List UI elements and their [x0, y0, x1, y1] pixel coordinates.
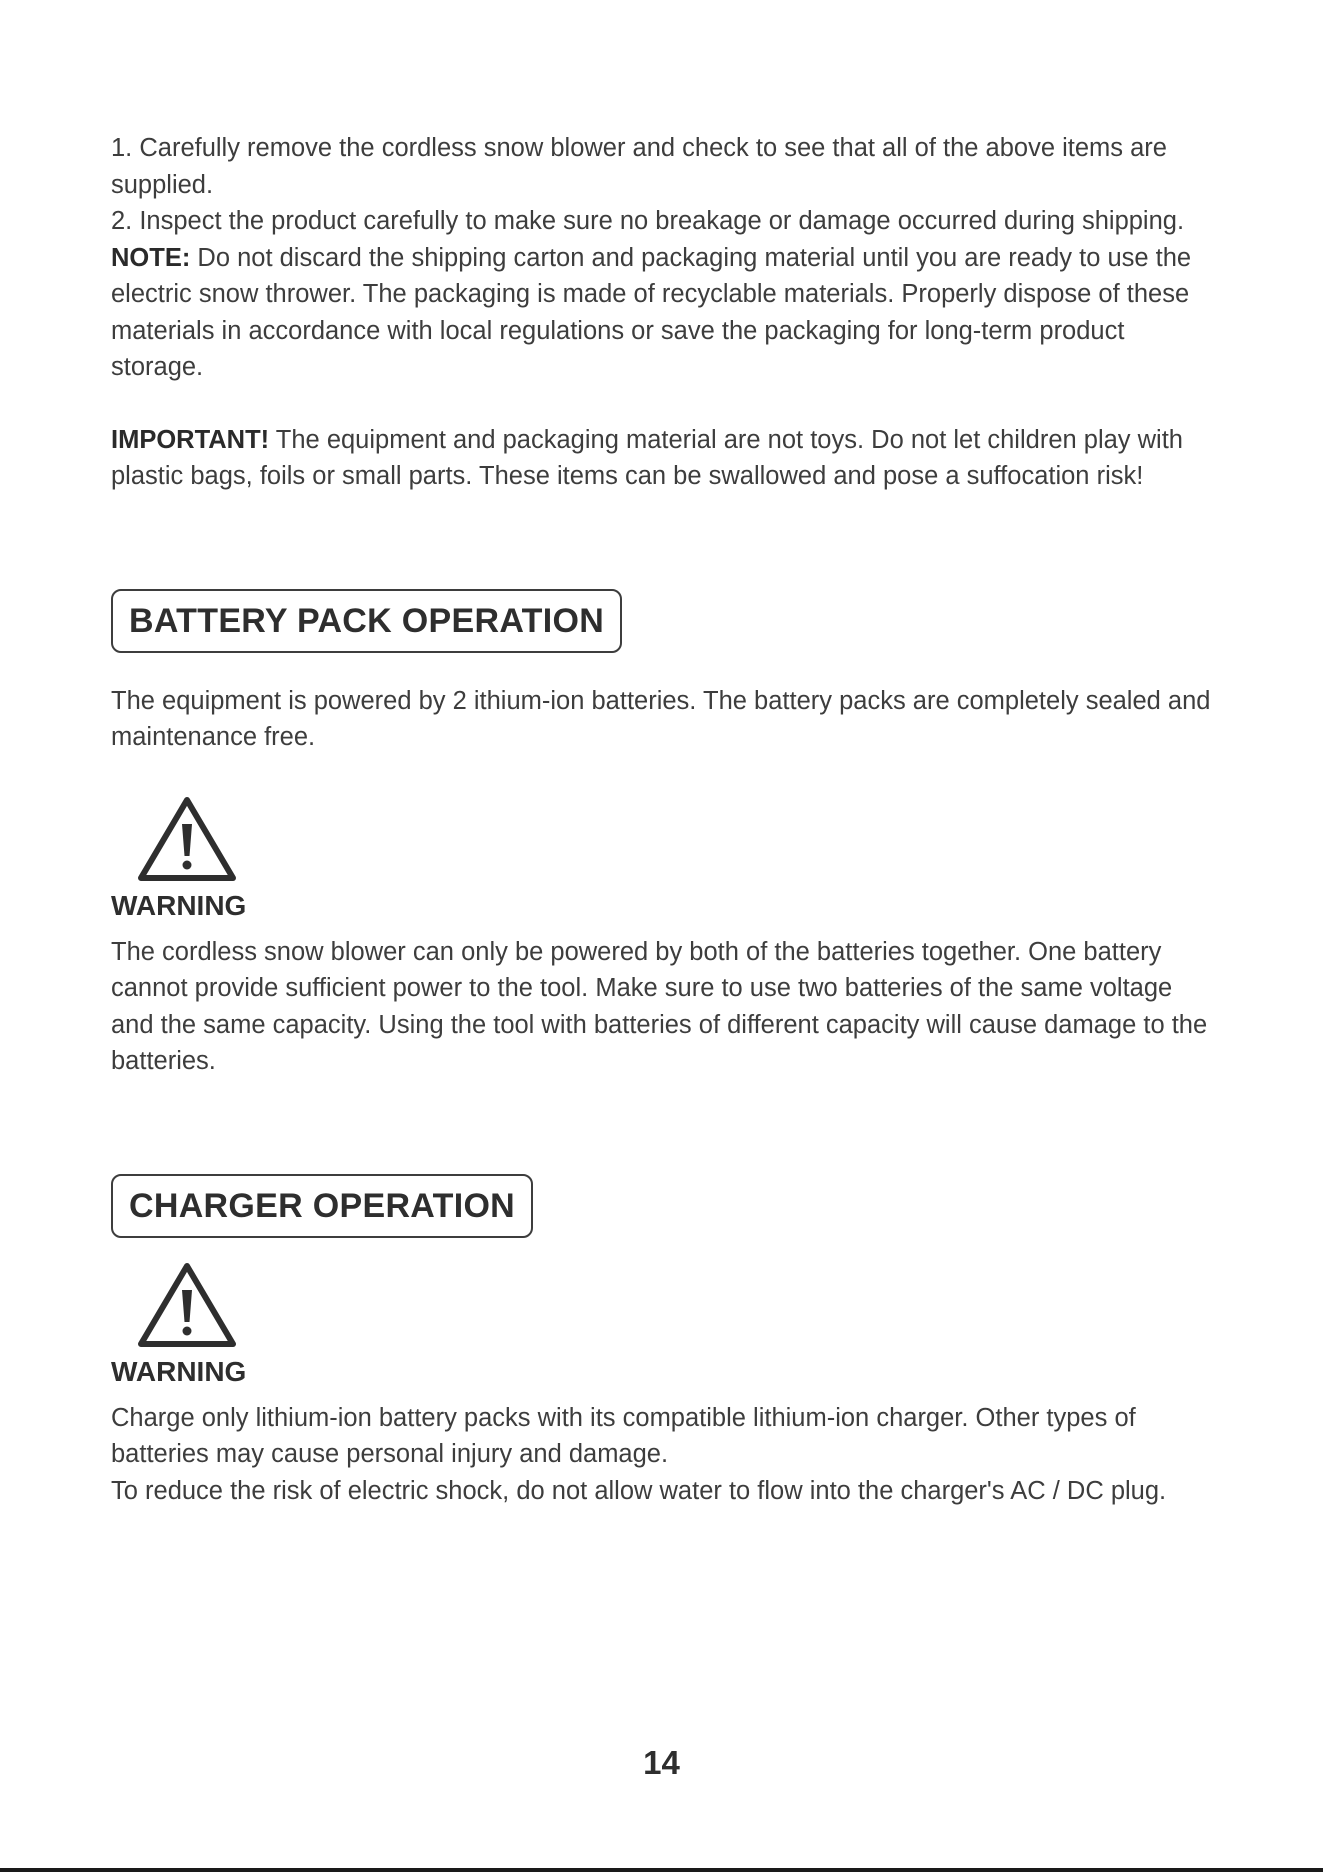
battery-warning-text: The cordless snow blower can only be powered by both of the batteries together. One battery cannot provide sufficient power to the tool. Make sure to use two batteries of the same voltage and the same capacity. Using the tool with batteries of different capacity will cause damage to the batteries. — [111, 937, 1208, 1075]
step-2-text: 2. Inspect the product carefully to make sure no breakage or damage occurred during shipping. — [111, 207, 1185, 235]
page-number: 14 — [643, 1744, 680, 1781]
charger-warning — [111, 1260, 1211, 1510]
note-label: NOTE: — [111, 243, 191, 272]
warning-triangle-icon — [135, 794, 239, 884]
charger-warning-text-2: To reduce the risk of electric shock, do not allow water to flow into the charger's AC / DC plug. — [111, 1476, 1167, 1505]
charger-warning-text-1: Charge only lithium-ion battery packs with its compatible lithium-ion charger. Other types of batteries may cause personal injury and damage. — [111, 1403, 1136, 1468]
step-1-text: 1. Carefully remove the cordless snow blower and check to see that all of the above items are supplied. — [111, 134, 1167, 199]
page-bottom-border — [0, 1868, 1323, 1872]
note-text: Do not discard the shipping carton and packaging material until you are ready to use the electric snow thrower. The packaging is made of recyclable materials. Properly dispose of these materials in accordance with local regulations or save the packaging for long-term product storage. — [111, 243, 1192, 381]
important-label: IMPORTANT! — [111, 425, 270, 454]
page-content — [111, 130, 1211, 1509]
battery-warning-label: WARNING — [111, 889, 247, 921]
note-paragraph — [111, 240, 1211, 386]
battery-section-title: BATTERY PACK OPERATION — [111, 589, 622, 653]
important-text: The equipment and packaging material are not toys. Do not let children play with plastic bags, foils or small parts. These items can be swallowed and pose a suffocation risk! — [111, 425, 1183, 490]
battery-intro-text: The equipment is powered by 2 ithium-ion batteries. The battery packs are completely sealed and maintenance free. — [111, 686, 1211, 751]
warning-triangle-icon — [135, 1260, 239, 1350]
battery-warning — [111, 794, 1211, 1080]
charger-warning-label: WARNING — [111, 1355, 247, 1387]
charger-section-title: CHARGER OPERATION — [111, 1174, 533, 1238]
important-paragraph — [111, 422, 1211, 495]
